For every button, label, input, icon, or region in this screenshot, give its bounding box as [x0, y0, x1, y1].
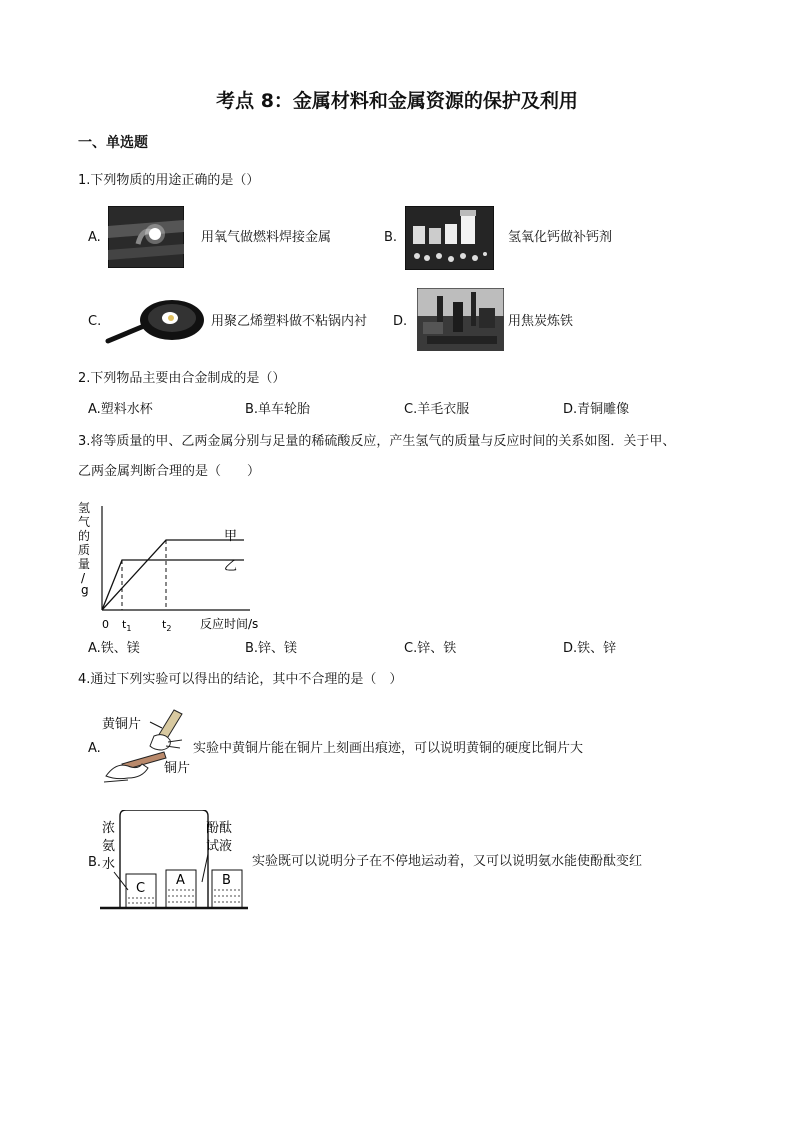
q1-option-d-letter: D. [393, 314, 408, 329]
q2-option-b: B.单车轮胎 [245, 402, 311, 417]
ironworks-photo [417, 288, 504, 351]
copper-label: 铜片 [164, 761, 191, 776]
x-axis-label: 反应时间/s [200, 617, 259, 631]
beaker-c-label: C [136, 881, 146, 896]
ammonia-diffusion-apparatus [98, 810, 250, 914]
q2-option-c: C.羊毛衣服 [404, 402, 470, 417]
q4-option-a-text: 实验中黄铜片能在铜片上刻画出痕迹，可以说明黄铜的硬度比铜片大 [193, 741, 584, 756]
y-label-3: 的 [78, 529, 91, 543]
welding-photo [108, 206, 184, 268]
ammonia-label-3: 水 [102, 857, 116, 872]
ammonia-label-1: 浓 [102, 821, 116, 836]
page-title: 考点 8：金属材料和金属资源的保护及利用 [216, 90, 578, 112]
q1-option-b-text: 氢氧化钙做补钙剂 [508, 230, 613, 245]
q2-stem: 2.下列物品主要由合金制成的是（） [78, 371, 286, 386]
y-label-6: / [81, 571, 86, 585]
section-heading: 一、单选题 [78, 135, 148, 151]
q1-stem: 1.下列物质的用途正确的是（） [78, 173, 260, 188]
phenolphthalein-label-1: 酚酞 [206, 821, 233, 836]
y-label-2: 气 [78, 515, 91, 529]
t1-label: $t_1$ [122, 618, 132, 633]
phenolphthalein-label-2: 试液 [206, 839, 233, 854]
y-label-5: 量 [78, 557, 91, 571]
ammonia-label-2: 氨 [102, 839, 116, 854]
brass-scratch-illustration [98, 706, 198, 786]
series-a-line [102, 540, 244, 610]
q3-stem-line1: 3.将等质量的甲、乙两金属分别与足量的稀硫酸反应，产生氢气的质量与反应时间的关系如图．关于甲、 [78, 434, 676, 449]
q1-option-a-letter: A. [88, 230, 101, 245]
q4-option-a-letter: A. [88, 741, 101, 756]
q4-option-b-text: 实验既可以说明分子在不停地运动着，又可以说明氨水能使酚酞变红 [252, 854, 643, 869]
hydrogen-mass-time-graph [72, 490, 282, 638]
q3-option-b: B.锌、镁 [245, 641, 298, 656]
beaker-a-label: A [176, 873, 185, 888]
frying-pan-image [104, 296, 208, 346]
q1-option-b-letter: B. [384, 230, 398, 245]
series-a-label: 甲 [224, 529, 238, 544]
q1-option-c-text: 用聚乙烯塑料做不粘锅内衬 [211, 314, 368, 329]
brass-label: 黄铜片 [102, 717, 142, 732]
beaker-b-label: B [222, 873, 231, 888]
q4-option-b-letter: B. [88, 855, 102, 870]
y-label-7: g [81, 583, 89, 597]
q1-option-c-letter: C. [88, 314, 102, 329]
q3-option-a: A.铁、镁 [88, 641, 140, 656]
q1-option-d-text: 用焦炭炼铁 [508, 314, 574, 329]
q3-option-c: C.锌、铁 [404, 641, 457, 656]
q3-option-d: D.铁、锌 [563, 641, 617, 656]
q2-option-d: D.青铜雕像 [563, 402, 630, 417]
series-b-line [102, 560, 244, 610]
q2-option-a: A.塑料水杯 [88, 402, 153, 417]
t2-label: $t_2$ [162, 618, 172, 633]
series-b-label: 乙 [224, 559, 238, 574]
y-label-1: 氢 [78, 501, 91, 515]
q4-stem: 4.通过下列实验可以得出的结论，其中不合理的是（ ） [78, 672, 403, 687]
q3-stem-line2: 乙两金属判断合理的是（ ） [78, 464, 261, 479]
origin-label: 0 [102, 618, 109, 631]
calcium-supplement-photo [405, 206, 494, 270]
q1-option-a-text: 用氧气做燃料焊接金属 [201, 230, 332, 245]
y-label-4: 质 [78, 543, 91, 557]
